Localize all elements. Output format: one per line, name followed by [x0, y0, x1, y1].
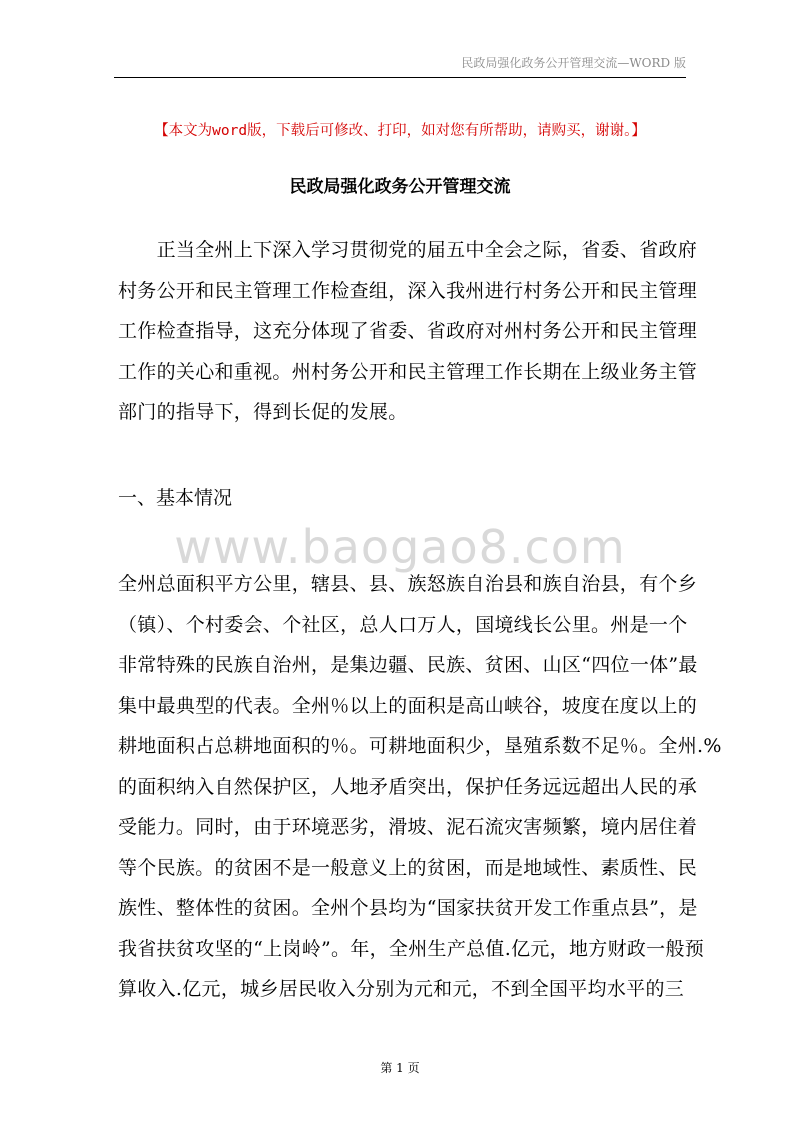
page-number: 第 1 页: [380, 1061, 420, 1075]
text-line: 族性、整体性的贫困。全州个县均为“国家扶贫开发工作重点县”，是: [118, 897, 698, 919]
text-line: 部门的指导下，得到长促的发展。: [118, 401, 408, 423]
header-divider: [114, 77, 686, 78]
document-title: 民政局强化政务公开管理交流: [289, 177, 511, 197]
body-paragraph: [118, 564, 722, 1010]
text-line: 我省扶贫攻坚的“上岗岭”。年，全州生产总值.亿元，地方财政一般预: [118, 937, 705, 960]
text-line: 受能力。同时，由于环境恶劣，滑坡、泥石流灾害频繁，境内居住着: [118, 816, 698, 838]
section-heading: 一、基本情况: [118, 487, 233, 509]
text-line: （镇）、个村委会、个社区，总人口万人，国境线长公里。州是一个: [118, 613, 688, 636]
text-line: 算收入.亿元，城乡居民收入分别为元和元，不到全国平均水平的三: [118, 978, 685, 1000]
text-line: 等个民族。的贫困不是一般意义上的贫困，而是地域性、素质性、民: [118, 856, 698, 879]
purchase-notice: 【本文为word版，下载后可修改、打印，如对您有所帮助，请购买，谢谢。】: [154, 123, 646, 139]
text-line: 的面积纳入自然保护区，人地矛盾突出，保护任务远远超出人民的承: [118, 775, 698, 798]
running-header: 民政局强化政务公开管理交流—WORD 版: [461, 56, 686, 70]
text-line: 非常特殊的民族自治州，是集边疆、民族、贫困、山区“四位一体”最: [118, 654, 698, 676]
watermark: www.baogao8.com: [174, 520, 626, 574]
text-line: 全州总面积平方公里，辖县、县、族怒族自治县和族自治县，有个乡: [118, 573, 698, 595]
text-line: 耕地面积占总耕地面积的％。可耕地面积少，垦殖系数不足％。全州.%: [118, 735, 722, 757]
intro-paragraph: [118, 230, 698, 433]
text-line: 集中最典型的代表。全州％以上的面积是高山峡谷，坡度在度以上的: [118, 694, 698, 717]
text-line: 工作的关心和重视。州村务公开和民主管理工作长期在上级业务主管: [118, 360, 698, 383]
text-line: 工作检查指导，这充分体现了省委、省政府对州村务公开和民主管理: [118, 320, 698, 342]
text-line: 村务公开和民主管理工作检查组，深入我州进行村务公开和民主管理: [118, 279, 698, 302]
text-line: 正当全州上下深入学习贯彻党的届五中全会之际，省委、省政府: [118, 239, 698, 261]
